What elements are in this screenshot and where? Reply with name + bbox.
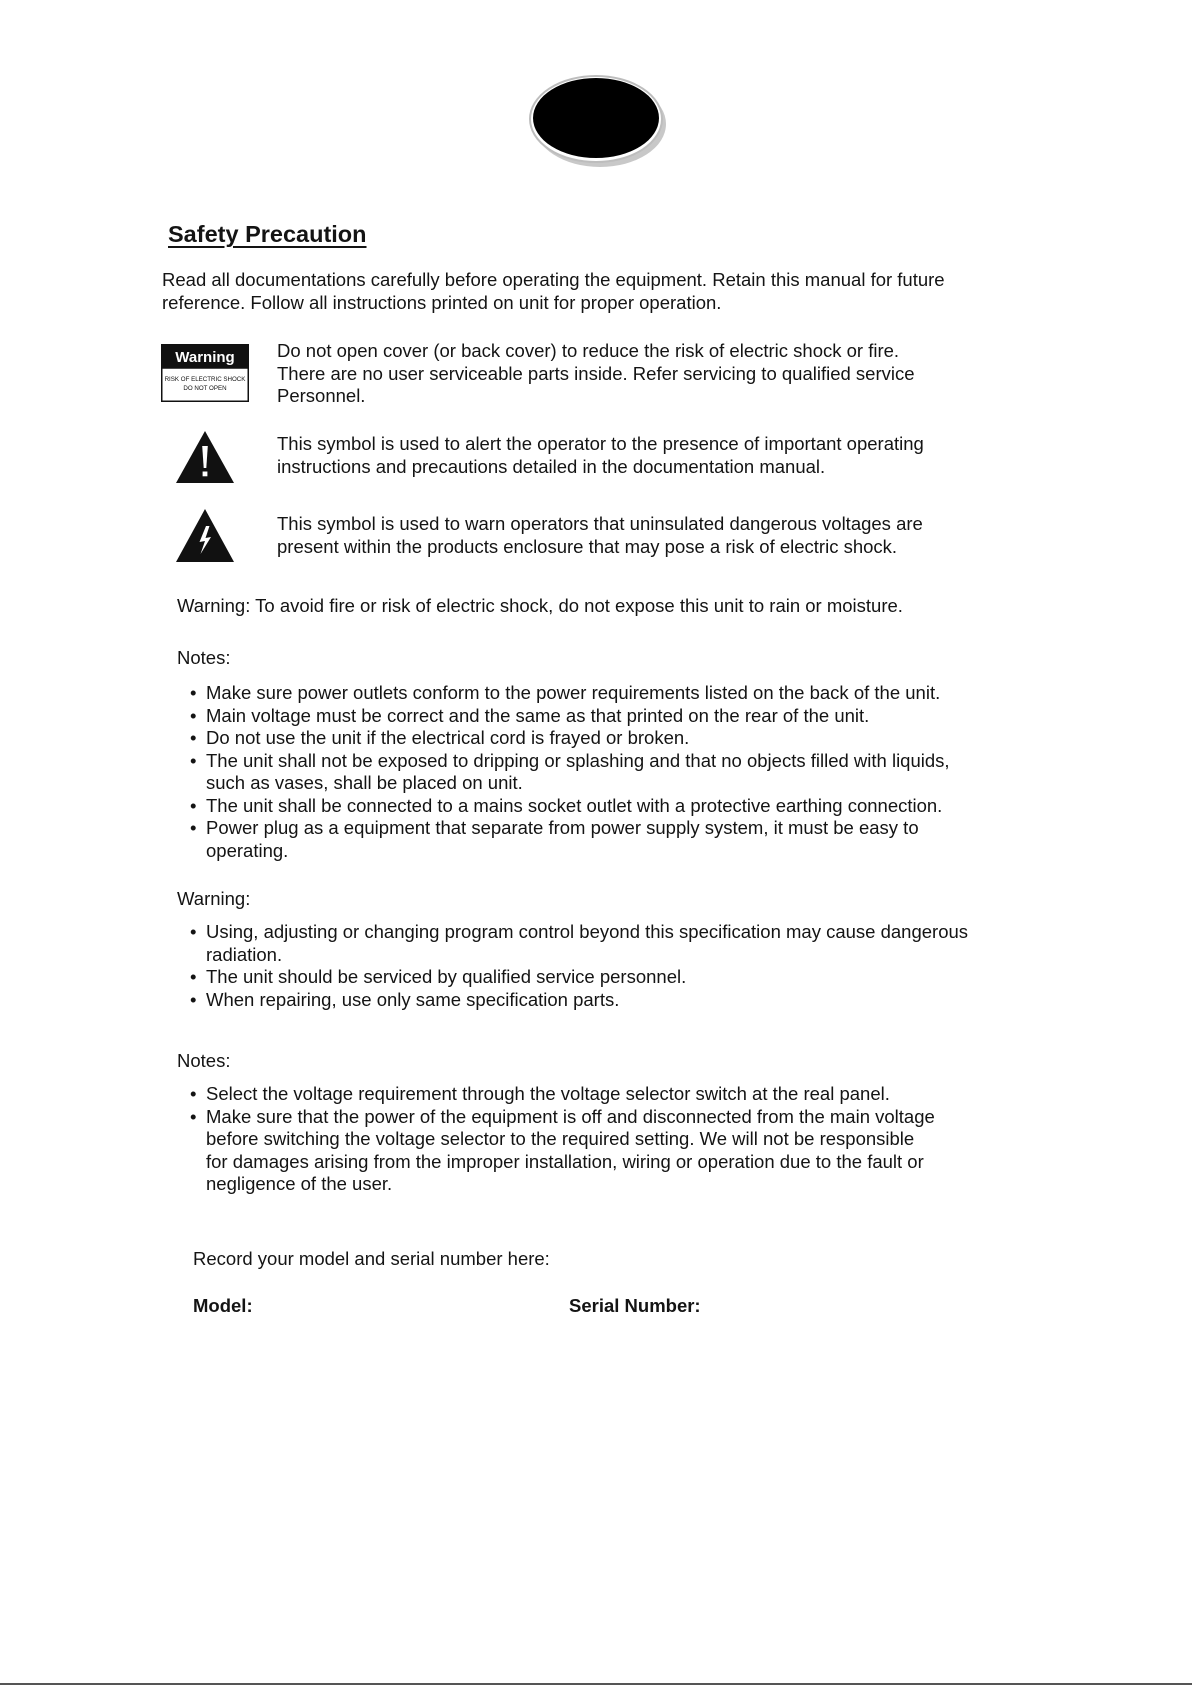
model-label: Model: bbox=[193, 1295, 253, 1316]
intro-line: reference. Follow all instructions printed on unit for proper operation. bbox=[162, 291, 722, 313]
notes-heading: Notes: bbox=[177, 647, 231, 668]
warning-label-icon bbox=[161, 344, 249, 402]
list-item: • Main voltage must be correct and the same as that printed on the rear of the unit. bbox=[177, 705, 950, 728]
symbol-text-lightning bbox=[277, 513, 923, 558]
list-item: • The unit shall not be exposed to dripping or splashing and that no objects filled with liquids, such as vases, shall be placed on unit. bbox=[177, 750, 950, 795]
symbol-line: There are no user serviceable parts inside. Refer servicing to qualified service bbox=[277, 362, 915, 384]
list-item: • Make sure that the power of the equipment is off and disconnected from the main voltage before switching the voltage selector to the required setting. We will not be responsible for damages arising from the improper installation, wiring or operation due to the fault or negligence of the user. bbox=[177, 1106, 935, 1196]
serial-number-label: Serial Number: bbox=[569, 1295, 701, 1316]
list-item: • Using, adjusting or changing program control beyond this specification may cause dangerous radiation. bbox=[177, 921, 968, 966]
symbol-line: This symbol is used to alert the operator to the presence of important operating bbox=[277, 433, 924, 454]
symbol-line: Personnel. bbox=[277, 385, 366, 406]
rain-warning: Warning: To avoid fire or risk of electric shock, do not expose this unit to rain or moisture. bbox=[177, 595, 903, 616]
intro-paragraph bbox=[162, 269, 945, 314]
notes-heading: Notes: bbox=[177, 1050, 231, 1071]
symbol-line: Do not open cover (or back cover) to reduce the risk of electric shock or fire. bbox=[277, 340, 900, 361]
list-item: • The unit shall be connected to a mains socket outlet with a protective earthing connection. bbox=[177, 795, 950, 818]
list-item: • When repairing, use only same specification parts. bbox=[177, 989, 968, 1012]
list-item: • Power plug as a equipment that separate from power supply system, it must be easy to operating. bbox=[177, 817, 950, 862]
brand-oval-logo bbox=[528, 72, 668, 170]
list-item: • Make sure power outlets conform to the power requirements listed on the back of the unit. bbox=[177, 682, 950, 705]
notes-list bbox=[177, 682, 950, 862]
warning-heading: Warning: bbox=[177, 888, 251, 909]
intro-line: Read all documentations carefully before operating the equipment. Retain this manual for future bbox=[162, 269, 945, 290]
symbol-line: present within the products enclosure that may pose a risk of electric shock. bbox=[277, 535, 898, 557]
warning-label-line: RISK OF ELECTRIC SHOCK bbox=[164, 376, 246, 383]
symbol-line: This symbol is used to warn operators that uninsulated dangerous voltages are bbox=[277, 513, 923, 534]
symbol-text-warning-label bbox=[277, 340, 915, 408]
list-item: • The unit should be serviced by qualified service personnel. bbox=[177, 966, 968, 989]
page-title: Safety Precaution bbox=[168, 221, 367, 247]
warning-label-heading: Warning bbox=[175, 349, 235, 366]
warning-list bbox=[177, 921, 968, 1011]
warning-label-line: DO NOT OPEN bbox=[183, 385, 227, 392]
list-item: • Do not use the unit if the electrical cord is frayed or broken. bbox=[177, 727, 950, 750]
lightning-triangle-icon bbox=[175, 508, 235, 563]
symbol-text-exclamation bbox=[277, 433, 924, 478]
list-item: • Select the voltage requirement through the voltage selector switch at the real panel. bbox=[177, 1083, 935, 1106]
record-prompt: Record your model and serial number here: bbox=[193, 1248, 550, 1269]
exclamation-triangle-icon bbox=[175, 430, 235, 484]
symbol-line: instructions and precautions detailed in the documentation manual. bbox=[277, 455, 826, 477]
notes-list bbox=[177, 1083, 935, 1196]
